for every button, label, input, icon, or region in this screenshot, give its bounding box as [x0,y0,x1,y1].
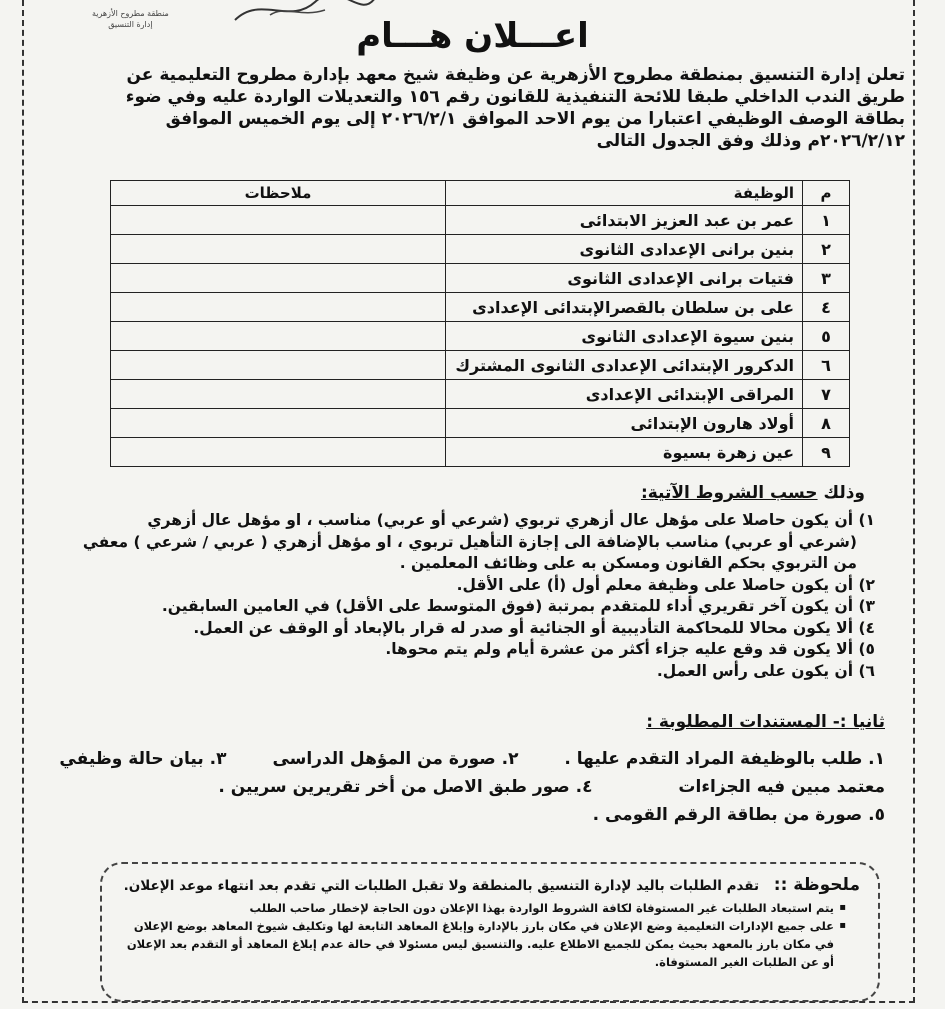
condition-item [60,575,875,597]
row-job: بنين سيوة الإعدادى الثانوى [446,322,803,351]
row-notes [111,438,446,467]
conditions-prefix: وذلك [823,483,865,503]
condition-num: ١) [858,511,875,529]
document-item: ١. طلب بالوظيفة المراد التقدم عليها . [564,749,885,769]
row-notes [111,380,446,409]
table-row [111,438,850,467]
condition-item [60,661,875,683]
intro-paragraph [40,64,905,152]
table-row [111,380,850,409]
row-job: بنين برانى الإعدادى الثانوى [446,235,803,264]
document-item: معتمد مبين فيه الجزاءات [678,777,885,797]
header-notes: ملاحظات [111,181,446,206]
table-row [111,235,850,264]
intro-line: ٢٠٢٦/٢/١٢م وذلك وفق الجدول التالى [596,131,905,151]
intro-line: تعلن إدارة التنسيق بمنطقة مطروح الأزهرية عن وظيفة شيخ معهد بإدارة مطروح التعليمية عن [126,65,905,85]
jobs-table [110,180,850,467]
condition-text: أن يكون آخر تقريري أداء للمتقدم بمرتبة (فوق المتوسط على الأقل) في العامين السابقين. [161,597,854,615]
row-notes [111,351,446,380]
table-header-row [111,181,850,206]
condition-item [60,596,875,618]
stamp-line-2: إدارة التنسيق [108,20,153,29]
document-item: ٣. بيان حالة وظيفي [59,749,227,769]
row-notes [111,322,446,351]
table-row [111,409,850,438]
conditions-list [60,510,875,682]
condition-continuation: من التربوي بحكم القانون ومسكن به على وظائف المعلمين . [399,554,857,572]
stamp-line-1: منطقة مطروح الأزهرية [92,9,169,18]
note-heading [120,874,860,897]
row-num: ٨ [803,409,850,438]
condition-item [60,510,875,532]
announcement-title: اعـــلان هـــام [356,16,589,56]
header-job: الوظيفة [446,181,803,206]
header-num: م [803,181,850,206]
row-notes [111,409,446,438]
row-num: ٦ [803,351,850,380]
condition-text: ألا يكون قد وقع عليه جزاء أكثر من عشرة أيام ولم يتم محوها. [385,640,854,658]
row-notes [111,293,446,322]
row-notes [111,235,446,264]
row-job: على بن سلطان بالقصرالإبتدائى الإعدادى [446,293,803,322]
document-item: ٥. صورة من بطاقة الرقم القومى . [592,805,885,825]
row-num: ٩ [803,438,850,467]
documents-title [646,712,885,732]
documents-list [0,745,885,829]
condition-text: أن يكون حاصلا على مؤهل عال أزهري تربوي (شرعي أو عربي) مناسب ، او مؤهل عال أزهري [147,511,854,529]
note-bullet: ▪ على جميع الإدارات التعليمية وضع الإعلان في مكان بارز بالإدارة وإبلاغ المعاهد التابعة لها وتكليف شيوخ المعاهد بوضع الإعلان في مكان بارز بالمعهد بحيث يمكن للجميع الاطلاع عليه. والتنسيق ليس مسئولا في حالة عدم إبلاغ المعاهد أو التقدم بعد الإعلان أو عن الطلبات الغير المستوفاة. [120,917,846,971]
row-num: ٣ [803,264,850,293]
condition-num: ٣) [858,597,875,615]
row-notes [111,264,446,293]
condition-item [60,618,875,640]
row-num: ٢ [803,235,850,264]
table-row [111,322,850,351]
row-job: المراقى الإبتدائى الإعدادى [446,380,803,409]
intro-line: بطاقة الوصف الوظيفي اعتبارا من يوم الاحد الموافق ٢٠٢٦/٢/١ إلى يوم الخميس الموافق [165,109,905,129]
row-num: ١ [803,206,850,235]
note-box [100,862,880,1002]
row-num: ٧ [803,380,850,409]
row-job: عمر بن عبد العزيز الابتدائى [446,206,803,235]
row-job: أولاد هارون الإبتدائى [446,409,803,438]
row-job: عين زهرة بسيوة [446,438,803,467]
table-row [111,351,850,380]
conditions-heading: حسب الشروط الآتية: [640,483,818,503]
row-num: ٥ [803,322,850,351]
condition-text: أن يكون على رأس العمل. [656,661,854,680]
note-head-text: تقدم الطلبات باليد لإدارة التنسيق بالمنطقة ولا تقبل الطلبات التي تقدم بعد انتهاء موعد الإعلان. [123,878,760,894]
condition-num: ٦) [858,661,875,680]
note-bullet: ▪ يتم استبعاد الطلبات غير المستوفاة لكافة الشروط الواردة بهذا الإعلان دون الحاجة لإخطار صاحب الطلب [120,899,846,917]
row-job: فتيات برانى الإعدادى الثانوى [446,264,803,293]
table-row [111,206,850,235]
note-bullets [120,899,860,971]
condition-item [60,639,875,661]
row-job: الدكرور الإبتدائى الإعدادى الثانوى المشترك [446,351,803,380]
documents-row [0,745,885,773]
condition-num: ٥) [858,640,875,658]
document-item: ٢. صورة من المؤهل الدراسى [272,749,519,769]
condition-num: ٢) [858,575,875,594]
table-row [111,293,850,322]
condition-text: أن يكون حاصلا على وظيفة معلم أول (أ) على الأقل. [456,575,854,594]
row-num: ٤ [803,293,850,322]
row-notes [111,206,446,235]
condition-text: ألا يكون محالا للمحاكمة التأديبية أو الجنائية أو صدر له قرار بالإبعاد أو الوقف عن العمل. [193,618,854,637]
table-row [111,264,850,293]
condition-num: ٤) [858,618,875,637]
document-item: ٤. صور طبق الاصل من أخر تقريرين سريين . [218,777,593,797]
documents-heading: ثانيا :- المستندات المطلوبة : [646,712,885,732]
documents-row [0,801,885,829]
condition-continuation: (شرعي أو عربي) مناسب بالإضافة الى إجازة التأهيل تربوي ، او مؤهل أزهري ( عربي / شرعي ) معفي [82,532,857,551]
documents-row [0,773,885,801]
note-label: ملحوظة :: [773,875,860,895]
intro-line: طريق الندب الداخلي طبقا للائحة التنفيذية للقانون رقم ١٥٦ والتعديلات الواردة عليه وفي ضوء [125,87,905,107]
conditions-title [641,483,865,503]
